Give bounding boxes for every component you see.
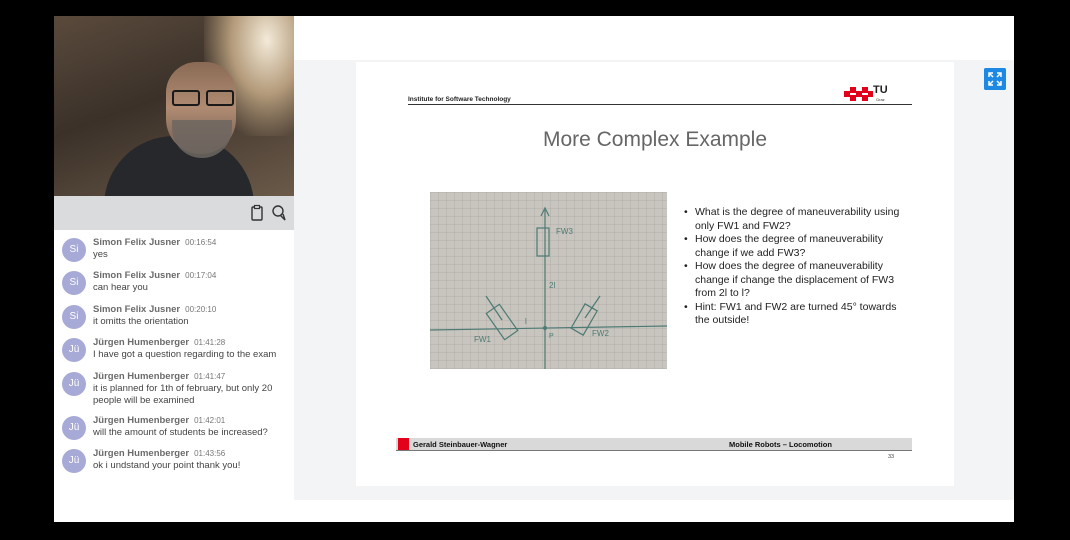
message-text: I have got a question regarding to the exam [93, 349, 277, 360]
message-text: ok i undstand your point thank you! [93, 460, 241, 471]
presenter-webcam [54, 16, 294, 196]
avatar: Jü [62, 449, 86, 473]
tu-logo-text: TU [873, 84, 888, 96]
sender-name: Jürgen Humenberger [93, 337, 190, 348]
message-time: 01:41:47 [194, 372, 226, 381]
sender-name: Jürgen Humenberger [93, 448, 190, 459]
tu-logo-subtext: Graz [876, 97, 885, 102]
question-item: • How does the degree of maneuverability change if change the displacement of FW3 from 2l to l? [684, 260, 904, 301]
question-list [684, 206, 904, 328]
sketch-label-fw3: FW3 [556, 227, 573, 236]
message-text: will the amount of students be increased? [93, 427, 268, 438]
sketch-label-fw1: FW1 [474, 335, 491, 344]
message-text: can hear you [93, 282, 148, 293]
presenter-glasses [172, 90, 234, 104]
institute-label: Institute for Software Technology [408, 96, 511, 103]
sender-name: Jürgen Humenberger [93, 371, 190, 382]
slide-title: More Complex Example [542, 128, 768, 151]
avatar: Si [62, 238, 86, 262]
message-time: 01:43:56 [194, 449, 226, 458]
question-item: • How does the degree of maneuverability change if we add FW3? [684, 233, 904, 260]
message-time: 00:16:54 [185, 238, 217, 247]
message-time: 00:20:10 [185, 305, 217, 314]
message-text: it omitts the orientation [93, 316, 189, 327]
sender-name: Simon Felix Jusner [93, 237, 181, 248]
message-text: it is planned for 1th of february, but only 20 people will be examined [93, 383, 273, 406]
slide-page-number: 33 [888, 454, 895, 460]
chat-panel [54, 230, 294, 522]
avatar: Si [62, 305, 86, 329]
chat-bubbles-icon[interactable] [270, 204, 288, 222]
sender-name: Simon Felix Jusner [93, 270, 181, 281]
expand-icon[interactable] [984, 68, 1006, 90]
message-text: yes [93, 249, 108, 260]
avatar: Si [62, 271, 86, 295]
sender-name: Jürgen Humenberger [93, 415, 190, 426]
footer-course: Mobile Robots – Locomotion [729, 440, 832, 449]
message-time: 01:42:01 [194, 416, 226, 425]
message-time: 00:17:04 [185, 271, 217, 280]
question-item: • What is the degree of maneuverability using only FW1 and FW2? [684, 206, 904, 233]
sender-name: Simon Felix Jusner [93, 304, 181, 315]
slide [356, 62, 954, 486]
avatar: Jü [62, 338, 86, 362]
clipboard-icon[interactable] [248, 204, 266, 222]
sketch-photo [430, 192, 667, 369]
footer-red-marker [398, 438, 409, 450]
app-frame [54, 16, 1014, 522]
header-rule [408, 104, 912, 105]
sketch-label-p: P [549, 333, 554, 340]
sketch-label-2l: 2l [549, 281, 556, 290]
avatar: Jü [62, 372, 86, 396]
message-time: 01:41:28 [194, 338, 226, 347]
slide-footer [396, 438, 912, 451]
robot-sketch [430, 192, 667, 369]
sketch-label-fw2: FW2 [592, 329, 609, 338]
question-item: • Hint: FW1 and FW2 are turned 45° towards the outside! [684, 301, 904, 328]
sketch-label-l: l [525, 317, 527, 326]
avatar: Jü [62, 416, 86, 440]
footer-author: Gerald Steinbauer-Wagner [413, 440, 508, 449]
chat-toolbar [54, 196, 294, 230]
